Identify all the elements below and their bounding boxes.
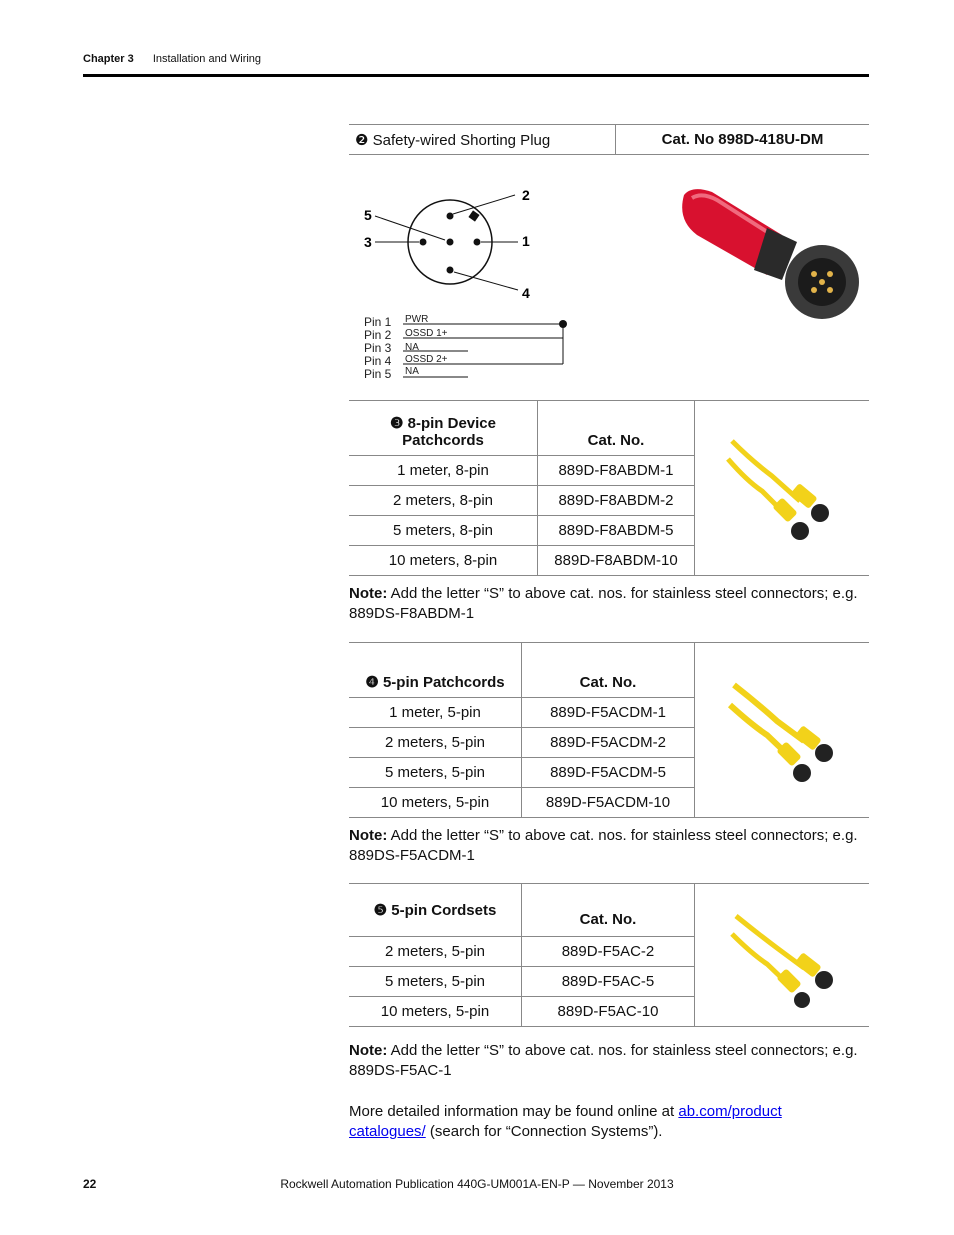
table-cell: 889D-F8ABDM-2 bbox=[538, 486, 695, 516]
pin-num-1: 1 bbox=[522, 233, 530, 249]
patchcord-5pin-photo bbox=[722, 673, 842, 783]
cordset-5pin-photo bbox=[722, 898, 842, 1008]
patch8-cat-header: Cat. No. bbox=[538, 401, 695, 456]
table-cell: 1 meter, 8-pin bbox=[349, 456, 538, 486]
section-label: Installation and Wiring bbox=[152, 53, 262, 65]
leader-5 bbox=[375, 216, 445, 240]
pin-signal-4: OSSD 2+ bbox=[405, 354, 448, 365]
table-cell: 5 meters, 8-pin bbox=[349, 516, 538, 546]
plug-pinout-diagram bbox=[350, 180, 580, 385]
table-cell: 889D-F8ABDM-5 bbox=[538, 516, 695, 546]
more-info-prefix: More detailed information may be found online at bbox=[349, 1103, 679, 1120]
patchcords-5pin-table bbox=[349, 642, 869, 818]
cordsets-title: ❺ 5-pin Cordsets bbox=[349, 884, 522, 937]
connector-key bbox=[468, 210, 479, 221]
patch8-title: ❸ 8-pin Device Patchcords bbox=[349, 401, 538, 456]
table-cell: 2 meters, 5-pin bbox=[349, 728, 522, 758]
pin-num-4: 4 bbox=[522, 285, 530, 301]
table-cell: 5 meters, 5-pin bbox=[349, 758, 522, 788]
shorting-plug-photo bbox=[672, 180, 862, 325]
note-8pin bbox=[349, 584, 869, 624]
pin-label-1: Pin 1 bbox=[364, 315, 392, 329]
table-cell: 889D-F5ACDM-2 bbox=[522, 728, 695, 758]
note-text: Add the letter “S” to above cat. nos. for stainless steel connectors; e.g. 889DS-F5AC-1 bbox=[349, 1042, 858, 1079]
table-cell: 2 meters, 8-pin bbox=[349, 486, 538, 516]
wire-junction bbox=[559, 320, 567, 328]
pin-label-3: Pin 3 bbox=[364, 341, 392, 355]
more-info-paragraph bbox=[349, 1102, 869, 1142]
patch8-image-cell bbox=[695, 401, 870, 576]
note-label: Note: bbox=[349, 1042, 388, 1059]
plug-title: ❷ Safety-wired Shorting Plug bbox=[349, 125, 616, 155]
catalogue-link-cont[interactable]: catalogues/ bbox=[349, 1123, 426, 1140]
header-rule bbox=[83, 74, 869, 77]
pin-num-2: 2 bbox=[522, 187, 530, 203]
more-info-suffix: (search for “Connection Systems”). bbox=[425, 1123, 663, 1140]
cordsets-5pin-table bbox=[349, 883, 869, 1027]
shorting-plug-table bbox=[349, 124, 869, 155]
pin-2-dot bbox=[447, 213, 454, 220]
table-cell: 889D-F5ACDM-10 bbox=[522, 788, 695, 818]
table-cell: 889D-F5AC-5 bbox=[522, 967, 695, 997]
leader-2 bbox=[453, 195, 515, 214]
table-cell: 889D-F5AC-2 bbox=[522, 937, 695, 967]
publication-footer: Rockwell Automation Publication 440G-UM001A-EN-P — November 2013 bbox=[280, 1177, 674, 1191]
catalogue-link[interactable]: ab.com/product bbox=[678, 1103, 782, 1120]
table-cell: 1 meter, 5-pin bbox=[349, 698, 522, 728]
pin-signal-2: OSSD 1+ bbox=[405, 328, 448, 339]
patchcord-8pin-photo bbox=[722, 431, 842, 541]
chapter-label: Chapter 3 bbox=[83, 53, 134, 65]
pin-1-dot bbox=[474, 239, 481, 246]
table-cell: 2 meters, 5-pin bbox=[349, 937, 522, 967]
pin-label-4: Pin 4 bbox=[364, 354, 392, 368]
patch5-title: ❹ 5-pin Patchcords bbox=[349, 643, 522, 698]
patch5-cat-header: Cat. No. bbox=[522, 643, 695, 698]
table-cell: 10 meters, 8-pin bbox=[349, 546, 538, 576]
plug-catno: Cat. No 898D-418U-DM bbox=[616, 125, 870, 155]
note-label: Note: bbox=[349, 827, 388, 844]
pin-num-3: 3 bbox=[364, 234, 372, 250]
table-cell: 889D-F8ABDM-1 bbox=[538, 456, 695, 486]
pin-3-dot bbox=[420, 239, 427, 246]
table-cell: 889D-F8ABDM-10 bbox=[538, 546, 695, 576]
pin-signal-3: NA bbox=[405, 342, 419, 353]
page-number: 22 bbox=[83, 1177, 97, 1191]
cordsets-cat-header: Cat. No. bbox=[522, 884, 695, 937]
table-cell: 10 meters, 5-pin bbox=[349, 997, 522, 1027]
patch5-image-cell bbox=[695, 643, 870, 818]
note-label: Note: bbox=[349, 585, 388, 602]
table-cell: 5 meters, 5-pin bbox=[349, 967, 522, 997]
pin-num-5: 5 bbox=[364, 207, 372, 223]
pin-label-2: Pin 2 bbox=[364, 328, 392, 342]
table-cell: 889D-F5ACDM-1 bbox=[522, 698, 695, 728]
note-5pin bbox=[349, 826, 869, 866]
pin-4-dot bbox=[447, 267, 454, 274]
table-cell: 889D-F5ACDM-5 bbox=[522, 758, 695, 788]
pin-signal-1: PWR bbox=[405, 314, 429, 325]
pin-signal-5: NA bbox=[405, 366, 419, 377]
patchcords-8pin-table bbox=[349, 400, 869, 576]
note-text: Add the letter “S” to above cat. nos. for stainless steel connectors; e.g. 889DS-F5ACDM-1 bbox=[349, 827, 858, 864]
table-cell: 10 meters, 5-pin bbox=[349, 788, 522, 818]
pin-5-dot bbox=[447, 239, 454, 246]
table-cell: 889D-F5AC-10 bbox=[522, 997, 695, 1027]
note-cordsets bbox=[349, 1041, 869, 1081]
note-text: Add the letter “S” to above cat. nos. for stainless steel connectors; e.g. 889DS-F8ABDM-1 bbox=[349, 585, 858, 622]
running-header bbox=[83, 53, 261, 65]
cordsets-image-cell bbox=[695, 884, 870, 1027]
pin-label-5: Pin 5 bbox=[364, 367, 392, 381]
